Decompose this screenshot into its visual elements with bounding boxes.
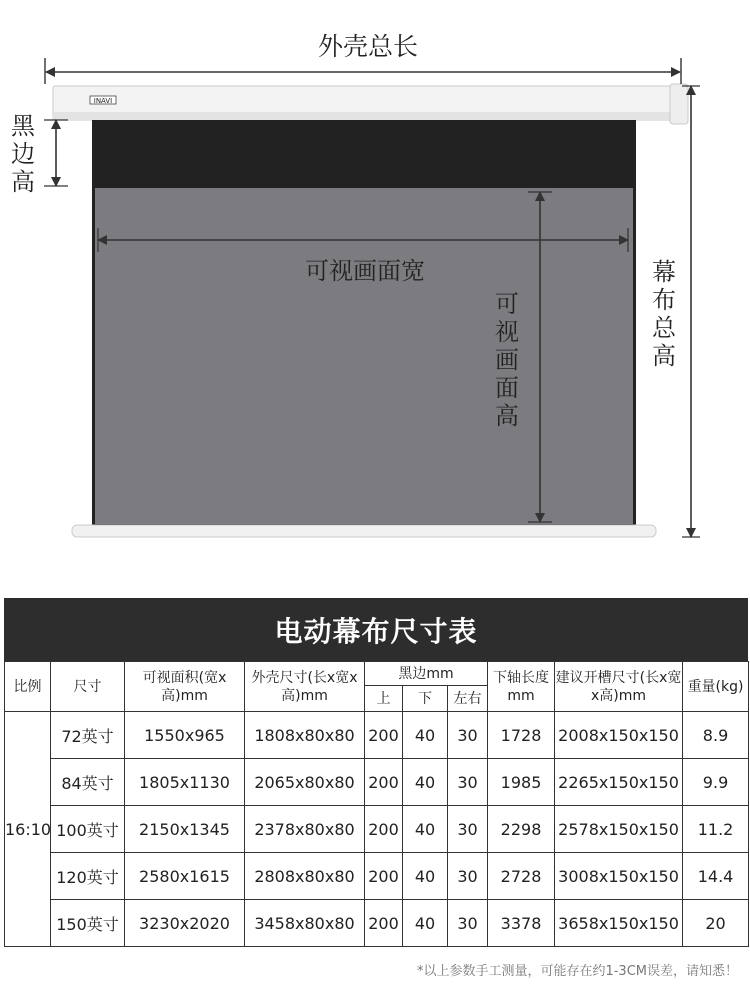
header-border-bottom: 下 [403,686,448,712]
header-bottom-axis: 下轴长度mm [488,662,555,712]
screen-housing [53,84,688,124]
lr-cell: 30 [448,900,488,947]
visible-width-label: 可视画面宽 [305,257,425,285]
bottom-cell: 40 [403,759,448,806]
table-row [5,806,749,853]
screen-bottom-bar [72,525,656,537]
size-cell: 84英寸 [51,759,125,806]
size-cell: 100英寸 [51,806,125,853]
visible-cell: 2150x1345 [125,806,245,853]
housing-cell: 1808x80x80 [245,712,365,759]
lr-cell: 30 [448,712,488,759]
slot-cell: 3008x150x150 [555,853,683,900]
weight-cell: 14.4 [683,853,749,900]
housing-cell: 2808x80x80 [245,853,365,900]
top-cell: 200 [365,900,403,947]
header-slot-size: 建议开槽尺寸(长x宽x高)mm [555,662,683,712]
table-row [5,759,749,806]
size-cell: 120英寸 [51,853,125,900]
axis-cell: 1728 [488,712,555,759]
axis-cell: 2298 [488,806,555,853]
top-cell: 200 [365,853,403,900]
visible-cell: 1550x965 [125,712,245,759]
slot-cell: 2008x150x150 [555,712,683,759]
axis-cell: 3378 [488,900,555,947]
axis-cell: 1985 [488,759,555,806]
header-border-left-right: 左右 [448,686,488,712]
housing-cell: 2378x80x80 [245,806,365,853]
black-border-height-label: 黑边高 [11,112,35,196]
housing-cell: 2065x80x80 [245,759,365,806]
header-housing-size: 外壳尺寸(长x宽x高)mm [245,662,365,712]
header-visible-area: 可视面积(宽x高)mm [125,662,245,712]
header-border-top: 上 [365,686,403,712]
total-height-label: 幕布总高 [652,258,676,370]
ratio-cell: 16:10 [5,712,51,947]
size-cell: 150英寸 [51,900,125,947]
svg-text:INAVI: INAVI [93,97,113,105]
slot-cell: 2265x150x150 [555,759,683,806]
axis-cell: 2728 [488,853,555,900]
header-black-border: 黑边mm [365,662,488,686]
visible-cell: 3230x2020 [125,900,245,947]
bottom-cell: 40 [403,806,448,853]
visible-cell: 2580x1615 [125,853,245,900]
spec-table [4,661,749,947]
bottom-cell: 40 [403,712,448,759]
overall-length-label: 外壳总长 [318,32,419,61]
table-row [5,853,749,900]
header-size: 尺寸 [51,662,125,712]
header-weight: 重量(kg) [683,662,749,712]
brand-logo [90,96,116,105]
slot-cell: 3658x150x150 [555,900,683,947]
screen-viewing-area [95,188,633,524]
weight-cell: 11.2 [683,806,749,853]
table-row [5,900,749,947]
visible-height-label: 可视画面高 [495,290,519,430]
weight-cell: 9.9 [683,759,749,806]
housing-cell: 3458x80x80 [245,900,365,947]
lr-cell: 30 [448,853,488,900]
weight-cell: 8.9 [683,712,749,759]
bottom-cell: 40 [403,853,448,900]
lr-cell: 30 [448,759,488,806]
top-cell: 200 [365,712,403,759]
weight-cell: 20 [683,900,749,947]
top-cell: 200 [365,806,403,853]
slot-cell: 2578x150x150 [555,806,683,853]
lr-cell: 30 [448,806,488,853]
top-cell: 200 [365,759,403,806]
size-cell: 72英寸 [51,712,125,759]
table-title: 电动幕布尺寸表 [4,598,748,661]
visible-cell: 1805x1130 [125,759,245,806]
header-ratio: 比例 [5,662,51,712]
table-row [5,712,749,759]
bottom-cell: 40 [403,900,448,947]
footnote: *以上参数手工测量，可能存在约1-3CM误差，请知悉！ [416,964,738,979]
size-table [4,598,748,947]
